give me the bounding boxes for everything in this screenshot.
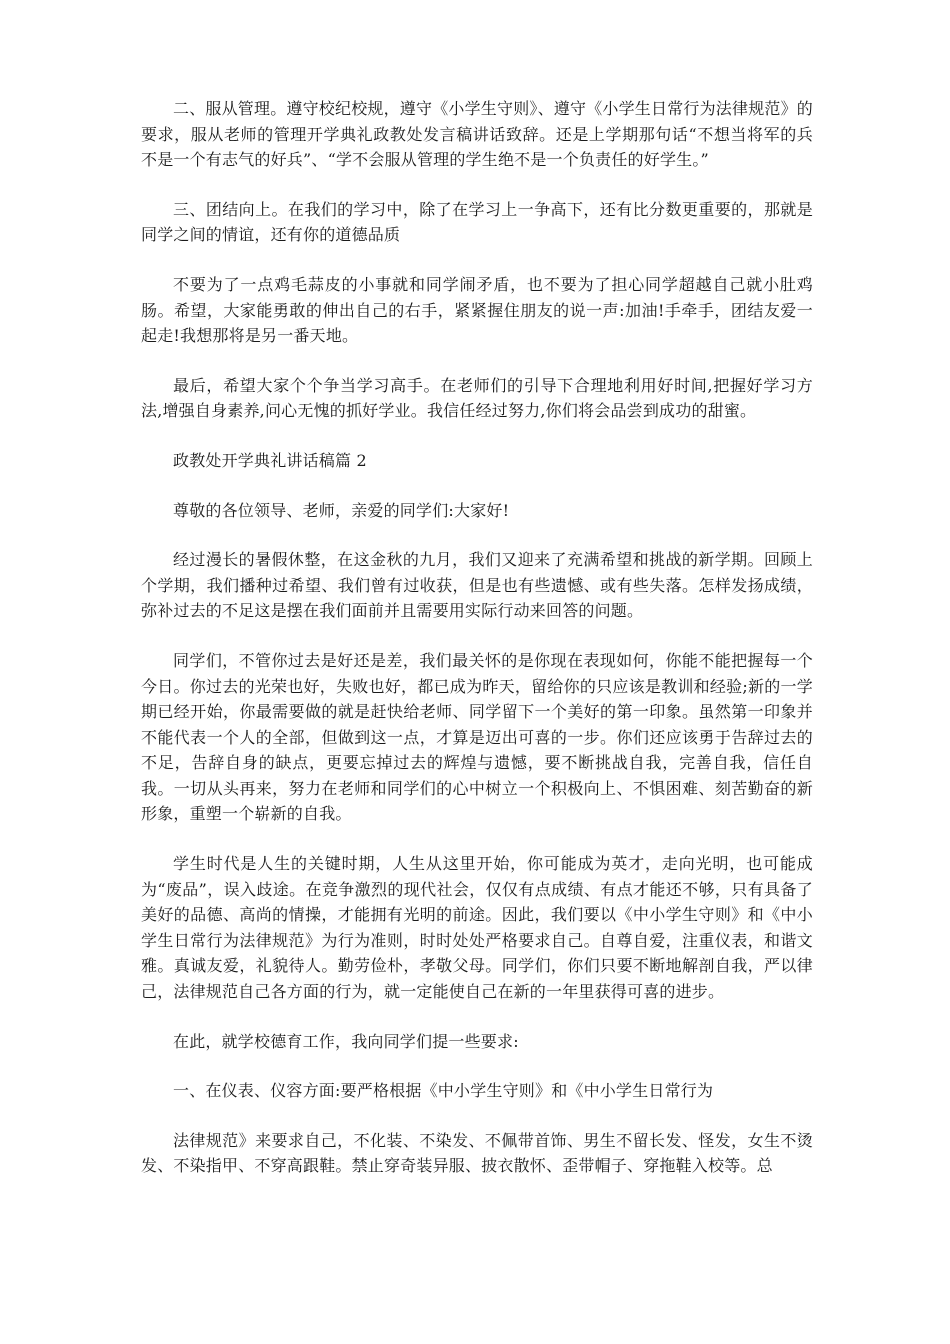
paragraph-first-impression: 同学们，不管你过去是好还是差，我们最关怀的是你现在表现如何，你能不能把握每一个今日。你过去的光荣也好，失败也好，都已成为昨天，留给你的只应该是教训和经验;新的一学期已经开始，你最需要做的就是赶快给老师、同学留下一个美好的第一印象。虽然第一印象并不能代表一个人的全部，但做到这一点，才算是迈出可喜的一步。你们还应该勇于告辞过去的不足，告辞自身的缺点，更要忘掉过去的辉煌与遗憾，要不断挑战自我，完善自我，信任自我。一切从头再来，努力在老师和同学们的心中树立一个积极向上、不惧困难、刻苦勤奋的新形象，重塑一个崭新的自我。 xyxy=(141,650,813,824)
paragraph-appearance-details: 法律规范》来要求自己，不化装、不染发、不佩带首饰、男生不留长发、怪发，女生不烫发、不染指甲、不穿高跟鞋。禁止穿奇装异服、披衣散怀、歪带帽子、穿拖鞋入校等。总 xyxy=(141,1130,813,1176)
paragraph-obey-management: 二、服从管理。遵守校纪校规，遵守《小学生守则》、遵守《小学生日常行为法律规范》的要求，服从老师的管理开学典礼政教处发言稿讲话致辞。还是上学期那句话“不想当将军的兵不是一个有志气的好兵”、“学不会服从管理的学生绝不是一个负责任的好学生。” xyxy=(141,99,814,170)
paragraph-appearance-rule: 一、在仪表、仪容方面:要严格根据《中小学生守则》和《中小学生日常行为 xyxy=(173,1081,714,1101)
paragraph-unity: 三、团结向上。在我们的学习中，除了在学习上一争高下，还有比分数更重要的，那就是同学之间的情谊，还有你的道德品质 xyxy=(141,199,813,245)
paragraph-greeting: 尊敬的各位领导、老师，亲爱的同学们:大家好! xyxy=(173,500,510,520)
paragraph-no-conflict: 不要为了一点鸡毛蒜皮的小事就和同学闹矛盾，也不要为了担心同学超越自己就小肚鸡肠。希望，大家能勇敢的伸出自己的右手，紧紧握住朋友的说一声:加油!手牵手，团结友爱一起走!我想那将是另一番天地。 xyxy=(141,274,813,346)
paragraph-finally: 最后，希望大家个个争当学习高手。在老师们的引导下合理地利用好时间,把握好学习方法,增强自身素养,问心无愧的抓好学业。我信任经过努力,你们将会品尝到成功的甜蜜。 xyxy=(141,375,813,421)
document-body xyxy=(141,96,813,1203)
paragraph-new-semester: 经过漫长的暑假休整，在这金秋的九月，我们又迎来了充满希望和挑战的新学期。回顾上个学期，我们播种过希望、我们曾有过收获，但是也有些遗憾、或有些失落。怎样发扬成绩，弥补过去的不足这是摆在我们面前并且需要用实际行动来回答的问题。 xyxy=(141,550,813,621)
section-heading-speech-2: 政教处开学典礼讲话稿篇 2 xyxy=(173,450,367,470)
paragraph-student-era: 学生时代是人生的关键时期，人生从这里开始，你可能成为英才，走向光明，也可能成为“废品”，误入歧途。在竞争激烈的现代社会，仅仅有点成绩、有点才能还不够，只有具备了美好的品德、高尚的情操，才能拥有光明的前途。因此，我们要以《中小学生守则》和《中小学生日常行为法律规范》为行为准则，时时处处严格要求自己。自尊自爱，注重仪表，和谐文雅。真诚友爱，礼貌待人。勤劳俭朴，孝敬父母。同学们，你们只要不断地解剖自我，严以律己，法律规范自己各方面的行为，就一定能使自己在新的一年里获得可喜的进步。 xyxy=(141,854,813,1002)
paragraph-requirements-intro: 在此，就学校德育工作，我向同学们提一些要求: xyxy=(173,1031,519,1051)
